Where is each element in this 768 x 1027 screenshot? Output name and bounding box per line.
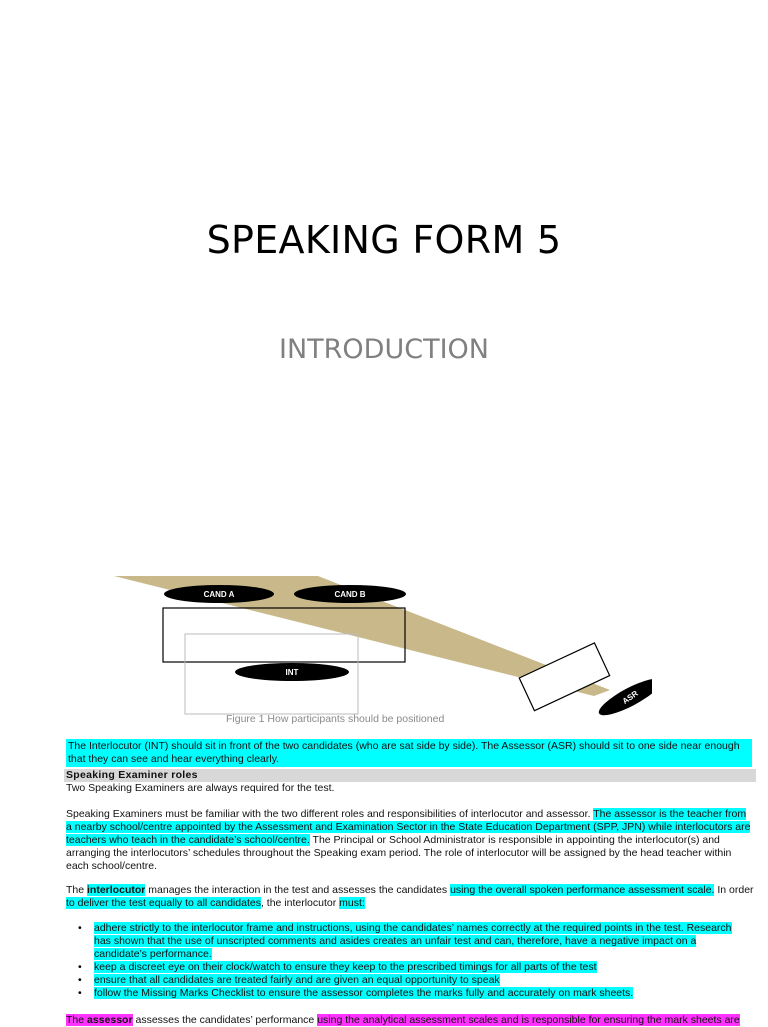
seating-diagram: [112, 574, 652, 720]
para3-a: The: [66, 1014, 88, 1026]
para3-b: assessor: [87, 1014, 133, 1026]
bullet-text: follow the Missing Marks Checklist to ensure the assessor completes the marks fully and accurately on mark sheets.: [94, 987, 634, 999]
interlocutor-duties-list: [94, 922, 744, 1000]
asr-label: ASR: [620, 688, 640, 706]
para2-b: interlocutor: [87, 884, 146, 896]
intro-line: Two Speaking Examiners are always required for the test.: [66, 782, 335, 794]
list-item: [94, 922, 744, 961]
para1-a: Speaking Examiners must be familiar with the two different roles and responsibilities of interlocutor and assessor.: [66, 808, 594, 820]
positioning-note: The Interlocutor (INT) should sit in front of the two candidates (who are sat side by side). The Assessor (ASR) should sit to one side near enough that they can see and hear everything clearly.: [66, 739, 752, 767]
paragraph-interlocutor: [66, 884, 754, 910]
asr-table: [519, 643, 609, 711]
slide-title: SPEAKING FORM 5: [206, 218, 562, 262]
slide-subtitle: INTRODUCTION: [279, 334, 489, 365]
para3-c: assesses the candidates’ performance: [132, 1014, 318, 1026]
para1-c: The Principal or School Administrator is responsible in appointing the interlocutor(s) and arranging the interlocutors’ schedules throughout the Speaking exam period. The role of interlocutor will be assigned by the head teacher within each school/centre.: [66, 834, 732, 872]
para2-a: The: [66, 884, 88, 896]
para2-f: to deliver the test equally to all candidates: [66, 897, 261, 909]
list-item: [94, 974, 744, 987]
list-item: [94, 987, 744, 1000]
cand-b-label: CAND B: [334, 590, 366, 599]
para2-e: In order: [714, 884, 754, 896]
paragraph-roles: [66, 808, 754, 873]
list-item: [94, 961, 744, 974]
para2-c: manages the interaction in the test and assesses the candidates: [145, 884, 451, 896]
bullet-text: keep a discreet eye on their clock/watch to ensure they keep to the prescribed timings for all parts of the test: [94, 961, 597, 973]
int-label: INT: [285, 668, 299, 677]
para1-b: The assessor is the teacher from a nearby school/centre appointed by the Assessment and Examination Sector in the State Education Department (SPP, JPN) while interlocutors are teachers who teach in the candidate’s school/centre.: [66, 808, 751, 846]
figure-caption: Figure 1 How participants should be positioned: [226, 713, 445, 725]
para3-d: using the analytical assessment scales and is responsible for ensuring the mark sheets are: [317, 1014, 740, 1026]
cand-a-label: CAND A: [203, 590, 235, 599]
para2-d: using the overall spoken performance assessment scale.: [450, 884, 715, 896]
bullet-text: ensure that all candidates are treated fairly and are given an equal opportunity to speak: [94, 974, 500, 986]
section-heading: Speaking Examiner roles: [64, 769, 756, 782]
para2-g: , the interlocutor: [260, 897, 340, 909]
paragraph-assessor: [66, 1014, 754, 1027]
bullet-text: adhere strictly to the interlocutor frame and instructions, using the candidates’ names correctly at the required points in the test. Research has shown that the use of unscripted comments and asides creates an unfair test and can, therefore, have a negative impact on a candidate’s performance.: [94, 922, 732, 960]
para2-h: must:: [339, 897, 365, 909]
